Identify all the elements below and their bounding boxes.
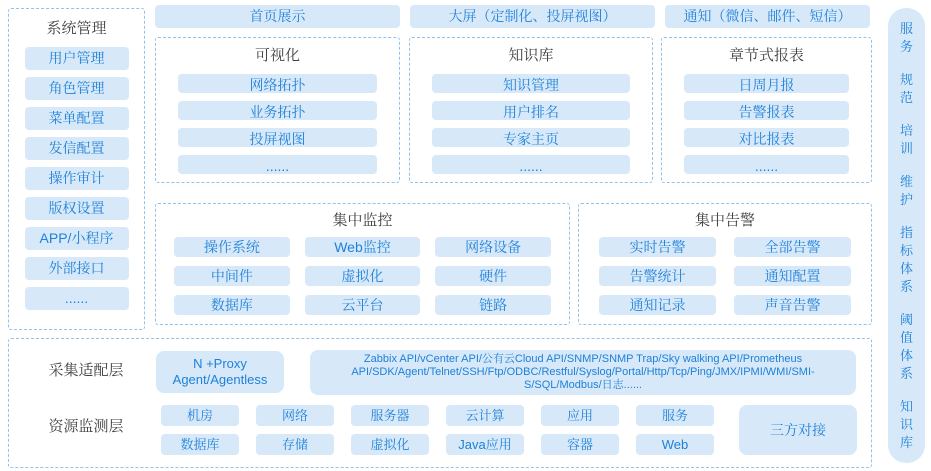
sidebar-item-copyright-settings[interactable]: 版权设置 <box>25 197 129 220</box>
knowledge-item-expert-homepage[interactable]: 专家主页 <box>432 128 630 147</box>
central-monitoring-grid <box>174 237 551 315</box>
system-management-title: 系统管理 <box>46 20 107 37</box>
alarm-item-sound-alarm[interactable]: 声音告警 <box>734 295 851 315</box>
resource-item-virtualization[interactable]: 虚拟化 <box>351 434 429 455</box>
resource-row-1 <box>161 405 714 426</box>
central-alarm-grid <box>599 237 851 315</box>
report-item-alarm-report[interactable]: 告警报表 <box>684 101 849 120</box>
central-monitoring-panel <box>155 203 570 325</box>
sidebar-item-user-management[interactable]: 用户管理 <box>25 47 129 70</box>
alarm-item-notification-config[interactable]: 通知配置 <box>734 266 851 286</box>
resource-item-database[interactable]: 数据库 <box>161 434 239 455</box>
resource-item-storage[interactable]: 存储 <box>256 434 334 455</box>
knowledge-item-user-ranking[interactable]: 用户排名 <box>432 101 630 120</box>
resource-item-web[interactable]: Web <box>636 434 714 455</box>
visualization-panel <box>155 37 400 183</box>
visualization-item-network-topology[interactable]: 网络拓扑 <box>178 74 377 93</box>
visualization-title: 可视化 <box>254 47 300 64</box>
alarm-item-alarm-statistics[interactable]: 告警统计 <box>599 266 716 286</box>
resource-item-server[interactable]: 服务器 <box>351 405 429 426</box>
report-item-more[interactable]: ...... <box>684 155 849 174</box>
central-monitoring-title: 集中监控 <box>332 212 393 229</box>
strip-item-maintenance: 维护 <box>900 173 914 207</box>
resource-item-application[interactable]: 应用 <box>541 405 619 426</box>
monitor-item-virtualization[interactable]: 虚拟化 <box>305 266 421 286</box>
central-alarm-panel <box>578 203 872 325</box>
topbar-home-display-button[interactable]: 首页展示 <box>155 5 400 28</box>
monitor-item-web-monitoring[interactable]: Web监控 <box>305 237 421 257</box>
alarm-item-realtime-alarm[interactable]: 实时告警 <box>599 237 716 257</box>
sidebar-item-more[interactable]: ...... <box>25 287 129 310</box>
strip-item-training: 培训 <box>900 122 914 156</box>
visualization-item-business-topology[interactable]: 业务拓扑 <box>178 101 377 120</box>
monitor-item-hardware[interactable]: 硬件 <box>435 266 551 286</box>
report-item-daily-weekly-monthly[interactable]: 日周月报 <box>684 74 849 93</box>
alarm-item-all-alarms[interactable]: 全部告警 <box>734 237 851 257</box>
collection-resource-panel <box>8 338 872 468</box>
monitor-item-link[interactable]: 链路 <box>435 295 551 315</box>
strip-item-knowledge-base: 知识库 <box>900 398 914 450</box>
monitor-item-database[interactable]: 数据库 <box>174 295 290 315</box>
visualization-item-screen-view[interactable]: 投屏视图 <box>178 128 377 147</box>
resource-layer-label: 资源监测层 <box>48 418 124 435</box>
monitor-item-operating-system[interactable]: 操作系统 <box>174 237 290 257</box>
knowledge-item-more[interactable]: ...... <box>432 155 630 174</box>
topbar-notification-button[interactable]: 通知（微信、邮件、短信） <box>665 5 870 28</box>
third-party-integration-box[interactable] <box>739 405 857 455</box>
chapter-report-panel <box>661 37 872 183</box>
proxy-agent-line2: Agent/Agentless <box>172 372 268 387</box>
knowledge-item-knowledge-management[interactable]: 知识管理 <box>432 74 630 93</box>
visualization-item-more[interactable]: ...... <box>178 155 377 174</box>
monitor-item-cloud-platform[interactable]: 云平台 <box>305 295 421 315</box>
knowledge-base-title: 知识库 <box>508 47 554 64</box>
resource-item-cloud-computing[interactable]: 云计算 <box>446 405 524 426</box>
strip-item-threshold-system: 阈值体系 <box>900 311 914 381</box>
sidebar-item-operation-audit[interactable]: 操作审计 <box>25 167 129 190</box>
resource-item-container[interactable]: 容器 <box>541 434 619 455</box>
resource-item-service[interactable]: 服务 <box>636 405 714 426</box>
sidebar-item-role-management[interactable]: 角色管理 <box>25 77 129 100</box>
service-system-strip <box>888 8 925 463</box>
proxy-agent-line1: N +Proxy <box>193 356 247 371</box>
proxy-agent-box[interactable] <box>156 351 284 393</box>
adapter-layer-label: 采集适配层 <box>48 362 124 379</box>
resource-row-2 <box>161 434 714 455</box>
strip-item-indicator-system: 指标体系 <box>900 224 914 294</box>
system-management-panel <box>8 8 145 330</box>
alarm-item-notification-record[interactable]: 通知记录 <box>599 295 716 315</box>
monitor-item-middleware[interactable]: 中间件 <box>174 266 290 286</box>
protocols-text: Zabbix API/vCenter API/公有云Cloud API/SNMP/SNMP Trap/Sky walking API/Prometheus API/SDK/Agent/Telnet/SSH/Ftp/ODBC/Restful/Syslog/Portal/Http/Tcp/Ping/JMX/IPMI/WMI/SMI-S/SQL/Modbus/日志...... <box>351 353 815 391</box>
report-item-comparison-report[interactable]: 对比报表 <box>684 128 849 147</box>
third-party-label: 三方对接 <box>770 422 826 438</box>
sidebar-item-menu-config[interactable]: 菜单配置 <box>25 107 129 130</box>
sidebar-item-app-miniprogram[interactable]: APP/小程序 <box>25 227 129 250</box>
knowledge-base-panel <box>409 37 653 183</box>
central-alarm-title: 集中告警 <box>694 212 755 229</box>
monitor-item-network-device[interactable]: 网络设备 <box>435 237 551 257</box>
resource-item-java-app[interactable]: Java应用 <box>446 434 524 455</box>
resource-item-network[interactable]: 网络 <box>256 405 334 426</box>
protocols-box[interactable] <box>310 350 856 395</box>
chapter-report-title: 章节式报表 <box>728 47 804 64</box>
sidebar-item-mail-config[interactable]: 发信配置 <box>25 137 129 160</box>
strip-item-service: 服务 <box>900 20 914 54</box>
strip-item-standard: 规范 <box>900 71 914 105</box>
sidebar-item-external-interface[interactable]: 外部接口 <box>25 257 129 280</box>
topbar-big-screen-button[interactable]: 大屏（定制化、投屏视图） <box>410 5 655 28</box>
resource-item-machine-room[interactable]: 机房 <box>161 405 239 426</box>
